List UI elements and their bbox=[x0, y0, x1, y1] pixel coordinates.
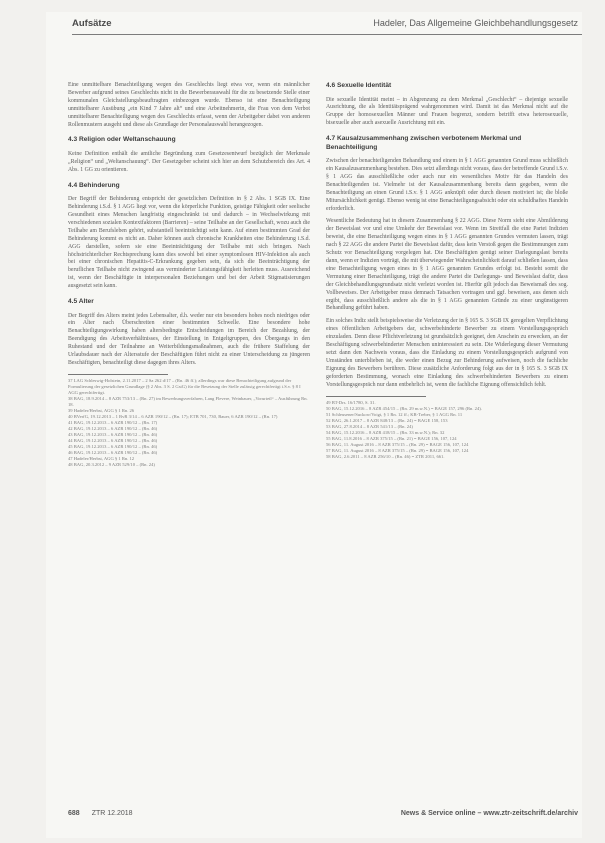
footnote: 47 Hadeler/Herbst, AGG § 1 Rn. 12 bbox=[68, 455, 135, 461]
section-heading-sexuelle-identitaet: 4.6 Sexuelle Identität bbox=[326, 82, 392, 89]
section-text-kausalzusammenhang-2: Wesentliche Bedeutung hat in diesem Zusammenhang § 22 AGG. Diese Norm sieht eine Abmilderung der Beweislast vor und eine Umkehr der Beweislast vor. Wenn im Streitfall die eine Partei Indizien beweist, die eine Benachteiligung wegen eines in § 1 AGG genannten Grundes vermuten lassen, trägt nach § 22 AGG die andere Partei die Beweislast dafür, dass kein Verstoß gegen die Bestimmungen zum Schutz vor Benachteiligung vorgelegen hat. Die Beschäftigten genügt seiner Darlegungslast bereits dann, wenn er Indizien vorträgt, die mit überwiegender Wahrscheinlichkeit darauf schließen lassen, dass eine Benachteiligung wegen eines in § 1 AGG genannten Grundes erfolgt ist. Besteht somit die Vermutung einer Benachteiligung, trägt die andere Partei die Darlegungs- und Beweislast dafür, dass der Gleichbehandlungsgrundsatz nicht verletzt worden ist. Hierfür gilt jedoch das Beweismaß des sog. Vollbeweises. Der Arbeitgeber muss demnach Tatsachen vortragen und ggf. beweisen, aus denen sich ergibt, dass ausschließlich andere als die in § 1 AGG genannten Gründe zu einer ungünstigeren Behandlung geführt haben. bbox=[326, 218, 569, 312]
left-intro-paragraph: Eine unmittelbare Benachteiligung wegen des Geschlechts liegt etwa vor, wenn ein männlicher Bewerber aufgrund seines Geschlechts nicht in die Bewerberauswahl für die zu besetzende Stelle einer kommunalen Gleichstellungsbeauftragten einbezogen wurde. Ebenso ist eine Benachteiligung unmittelbarer Ausübung „ein Kind 7 Jahre alt“ und eine Arbeitnehmerin, die Frau von dem Verbot unmittelbarer Benachteiligung wegen des Geschlechts erfasst, wenn der Arbeitgeber dabei von anderen Rollenmustern ausgeht und diese als Grundlage der Personalauswahl herangezogen. bbox=[68, 82, 310, 128]
footnote: 48 BAG, 20.3.2012 – 9 AZR 529/10 – (Rn. 24) bbox=[68, 461, 155, 467]
footer-online-link[interactable]: News & Service online – www.ztr-zeitschrift.de/archiv bbox=[400, 810, 578, 817]
footnote: 49 BT-Drs. 16/1780, S. 31. bbox=[326, 399, 376, 405]
footnote: 51 Schleusener/Suckow/Voigt, § 1 Rn. 12 ff.; KR-Treber, § 1 AGG Rn. 11 bbox=[326, 411, 463, 417]
header-article-title: Hadeler, Das Allgemeine Gleichbehandlungsgesetz bbox=[373, 18, 578, 28]
footnote: 41 BAG, 19.12.2013 – 6 AZR 190/12 – (Rn. 17) bbox=[68, 419, 158, 425]
page-number: 688 bbox=[68, 810, 80, 817]
section-text-religion: Keine Definition enthält die amtliche Begründung zum Gesetzesentwurf bezüglich der Merkmale „Religion“ und „Weltanschauung“. Der Gesetzgeber scheint sich hier an dem Schutzbereich des Art. 4 Abs. 1 GG zu orientieren. bbox=[68, 150, 310, 173]
footnote: 43 BAG, 19.12.2013 – 6 AZR 190/12 – (Rn. 46) bbox=[68, 431, 158, 437]
section-heading-behinderung: 4.4 Behinderung bbox=[68, 181, 120, 189]
section-heading-religion: 4.3 Religion oder Weltanschauung bbox=[68, 136, 176, 144]
footer-page-info bbox=[68, 810, 133, 817]
section-text-alter: Der Begriff des Alters meint jedes Lebensalter, d.h. weder nur ein besonders hohes noch niedriges oder ein Alter nach Überschreiten einer bestimmten Schwelle. Eine besondere hohe Benachteiligungswirkung haben altersbedingte Entscheidungen im Bereich der Bezahlung, der Beendigung des Arbeitsverhältnisses, der Einstellung in Entgeltgruppen, des Übergangs in den Ruhestand und der Teilnahme an Weiterbildungsmaßnahmen, auch die frühere Staffelung der Urlaubsdauer nach der Altersstufe der Beschäftigten führt nicht zu einer Unterscheidung zu jüngeren Beschäftigten, benachteiligt diese dagegen ihres Alters. bbox=[68, 312, 310, 366]
page-header bbox=[72, 16, 582, 35]
footnote: 38 BAG, 18.9.2014 – 8 AZR 753/13 – (Rn. 27) im Bewerbungsverfahren, Lang Flevere, Weinbauer, „Vorurteil“ – Ausführung Rn. 18. bbox=[68, 395, 308, 407]
footnote: 46 BAG, 19.12.2013 – 6 AZR 190/12 – (Rn. 46) bbox=[68, 449, 158, 455]
footnote-divider bbox=[326, 396, 426, 397]
footnote: 39 Hadeler/Herbst, AGG § 1 Rn. 26 bbox=[68, 407, 135, 413]
footnote-divider bbox=[68, 374, 168, 375]
footnote: 50 BAG, 15.12.2016 – 8 AZR 454/15 – (Rn. 29 m.w.N.) = BAGE 157, 296 (Rn. 24). bbox=[326, 405, 482, 411]
footnote: 37 LAG Schleswig-Holstein, 2.11.2017 – 2 Sa 262 d/17 – (Rn. 46 ff.); allerdings war diese Benachteiligung aufgrund der Formulierung der gesetzlichen Grundlage (§ 2 Abs. 3 S. 2 GstG) für die Besetzung der Stelle zulässig gerechtfertigt i.S.v. § 8 I AGG gerechtfertigt. bbox=[68, 377, 301, 395]
section-text-kausalzusammenhang-1: Zwischen der benachteiligenden Behandlung und einem in § 1 AGG genannten Grund muss schließlich ein Kausalzusammenhang bestehen. Dies setzt allerdings nicht voraus, dass der betreffende Grund i.S.v. § 1 AGG das ausschließliche oder auch nur ein wesentliches Motiv für das Handeln des Benachteiligenden ist. Vielmehr ist der Kausalzusammenhang bereits dann gegeben, wenn die Benachteiligung an einen Grund i.S.v. § 1 AGG anknüpft oder durch diesen motiviert ist; die bloße Mitursächlichkeit genügt. Ebenso wenig ist eine Benachteiligungsabsicht oder ein schuldhaftes Handeln erforderlich. bbox=[326, 158, 568, 212]
footnote: 45 BAG, 19.12.2013 – 6 AZR 190/12 – (Rn. 46) bbox=[68, 443, 158, 449]
footnote: 55 BAG, 11.8.2016 – 8 AZR 375/15 – (Rn. 21) = BAGE 156, 107, 124 bbox=[326, 435, 457, 441]
journal-page bbox=[46, 12, 582, 838]
journal-issue: ZTR 12.2018 bbox=[91, 810, 133, 817]
section-heading-kausalzusammenhang: 4.7 Kausalzusammenhang zwischen verbotenem Merkmal und Benachteiligung bbox=[326, 135, 522, 151]
page-footer bbox=[68, 810, 578, 822]
footnote: 58 BAG, 2.6.2011 – 8 AZR 256/10 – (Rn. 46) = ZTR 2011, 661. bbox=[326, 453, 445, 459]
footnote: 44 BAG, 19.12.2013 – 6 AZR 190/12 – (Rn. 46) bbox=[68, 437, 158, 443]
section-heading-alter: 4.5 Alter bbox=[68, 298, 94, 306]
header-section-label: Aufsätze bbox=[72, 18, 112, 29]
footnote: 54 BAG, 15.12.2016 – 8 AZR 418/15 – (Rn. 33 m.w.N.); Rn. 32 bbox=[326, 429, 445, 435]
footnote: 57 BAG, 11. August 2016 – 8 AZR 375/15 – (Rn. 29) = BAGE 156, 107, 124 bbox=[326, 447, 469, 453]
footnote: 56 BAG, 11. August 2016 – 8 AZR 375/15 – (Rn. 29) = BAGE 156, 107, 124 bbox=[326, 441, 469, 447]
section-text-kausalzusammenhang-3: Ein solches Indiz stellt beispielsweise die Verletzung der in § 165 S. 3 SGB IX geregelten Verpflichtung eines öffentlichen Arbeitgebers dar, schwerbehinderte Bewerber zu einem Vorstellungsgespräch einzuladen. Denn diese Pflichtverletzung ist grundsätzlich geeignet, den Anschein zu erwecken, an der Beschäftigung schwerbehinderter Menschen uninteressiert zu sein. Die Widerlegung dieser Vermutung setzt dann den Nachweis voraus, dass die Einladung zu einem Vorstellungsgespräch aufgrund von Umständen unterblieben ist, die weder einen Bezug zur Behinderung aufweisen, noch die fachliche Eignung des Bewerbers berühren. Diese zusätzliche Anforderung folgt aus der in § 165 S. 3 SGB IX geforderten Bestimmung, wonach eine Einladung des schwerbehinderten Bewerbers zu einem Vorstellungsgespräch nur dann entbehrlich ist, wenn die fachliche Eignung offensichtlich fehlt. bbox=[326, 318, 568, 388]
footnote: 42 BAG, 19.12.2013 – 6 AZR 190/12 – (Rn. 46) bbox=[68, 425, 158, 431]
right-column bbox=[326, 82, 568, 460]
section-text-behinderung: Der Begriff der Behinderung entspricht der gesetzlichen Definition in § 2 Abs. 1 SGB IX. Eine Behinderung i.S.d. § 1 AGG liegt vor, wenn die körperliche Funktion, geistige Fähigkeit oder seelische Gesundheit eines Menschen langfristig eingeschränkt ist und dadurch – in Wechselwirkung mit verschiedenen sozialen Kontextfaktoren (Barrieren) – seine Teilhabe an der Gesellschaft, wozu auch die Teilhabe am Berufsleben gehört, substantiell beeinträchtigt sein kann. Auf einen bestimmten Grad der Behinderung kommt es nicht an. Daher können auch chronische Krankheiten eine Behinderung i.S.d. AGG darstellen, sofern sie eine Beeinträchtigung der Teilhabe mit sich bringen. Nach höchstrichterlicher Rechtsprechung kann dies sowohl bei einer symptomlosen HIV-Infektion als auch bei einer chronischen Hepatitis-C-Erkrankung gegeben sein, da sich die Beeinträchtigung der beruflichen Teilhabe nicht zwingend aus verminderter Leistungsfähigkeit herleiten muss. Ausreichend ist, wenn der Beschäftigte in interpersonalen Beziehungen und bei der Arbeit Stigmatisierungen ausgesetzt sein kann. bbox=[68, 196, 310, 290]
section-text-sexuelle-identitaet: Die sexuelle Identität meint – in Abgrenzung zu dem Merkmal „Geschlecht“ – diejenige sexuelle Ausrichtung, die als Identitätsprägend wahrgenommen wird. Damit ist das Merkmal nicht auf die Gruppe der homosexuellen Männer und Frauen begrenzt, sondern betrifft etwa heterosexuelle, bisexuelle aber auch asexuelle Ausrichtung mit ein. bbox=[326, 96, 568, 127]
footnote: 40 BVerfG, 19.12.2013 – 1 BvR 3/14 – 6 AZR 190/12 – (Rn. 17); ETB 701, 730, Bauer, 6 AZR 190/12 – (Rn. 17) bbox=[68, 413, 278, 419]
footnote: 53 BAG, 27.8.2014 – 8 AZR 541/13 – (Rn. 24) bbox=[326, 423, 413, 429]
left-column bbox=[68, 82, 310, 468]
footnote: 52 BAG, 26.1.2017 – 8 AZR 848/13 – (Rn. 24) = BAGE 158, 153 bbox=[326, 417, 448, 423]
